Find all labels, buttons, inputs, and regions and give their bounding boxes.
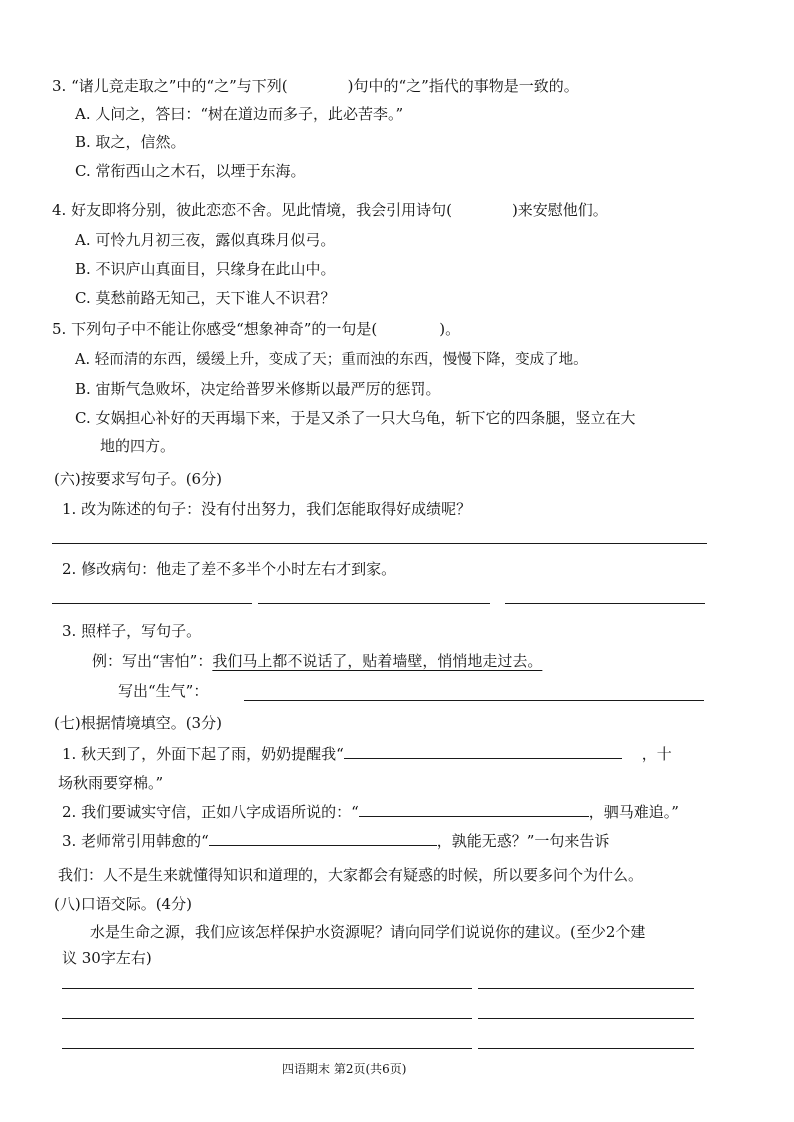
q3-stem: 3. “诸儿竞走取之”中的“之”与下列( )句中的“之”指代的事物是一致的。	[52, 77, 579, 95]
section7-title: (七)根据情境填空。(3分)	[54, 714, 222, 732]
q3-option-c: C. 常衔西山之木石，以堙于东海。	[75, 162, 306, 180]
section7-q3: 3. 老师常引用韩愈的“ ，孰能无惑？”一句来告诉	[62, 832, 610, 850]
section8-title: (八)口语交际。(4分)	[54, 895, 192, 913]
section6-q2-answer-line-3[interactable]	[505, 603, 705, 604]
section8-answer-line-1a[interactable]	[62, 988, 472, 989]
section7-q3-continued: 我们：人不是生来就懂得知识和道理的，大家都会有疑惑的时候，所以要多问个为什么。	[58, 866, 644, 884]
section6-q1: 1. 改为陈述的句子：没有付出努力，我们怎能取得好成绩呢？	[62, 500, 472, 518]
section6-q2-answer-line-2[interactable]	[258, 603, 490, 604]
q4-stem: 4. 好友即将分别，彼此恋恋不舍。见此情境，我会引用诗句( )来安慰他们。	[52, 201, 608, 219]
section8-prompt-continued: 议 30字左右)	[62, 949, 152, 967]
q3-option-b: B. 取之，信然。	[75, 133, 186, 151]
section6-q1-answer-line[interactable]	[52, 543, 707, 544]
section7-q2-blank[interactable]	[359, 802, 589, 817]
q5-option-c: C. 女娲担心补好的天再塌下来，于是又杀了一只大乌龟，斩下它的四条腿，竖立在大	[75, 409, 636, 427]
section7-q1: 1. 秋天到了，外面下起了雨，奶奶提醒我“ ，十	[62, 745, 672, 763]
q5-stem: 5. 下列句子中不能让你感受“想象神奇”的一句是( )。	[52, 320, 461, 338]
section6-q3-answer-line[interactable]	[244, 700, 704, 701]
q4-option-c: C. 莫愁前路无知己，天下谁人不识君？	[75, 289, 336, 307]
example-label: 例：写出“害怕”：	[92, 652, 213, 670]
section8-answer-line-2b[interactable]	[478, 1018, 694, 1019]
section8-answer-line-1b[interactable]	[478, 988, 694, 989]
section6-q2: 2. 修改病句：他走了差不多半个小时左右才到家。	[62, 560, 397, 578]
section6-example	[92, 650, 542, 672]
section8-answer-line-3a[interactable]	[62, 1048, 472, 1049]
q4-option-a: A. 可怜九月初三夜，露似真珠月似弓。	[75, 231, 336, 249]
section7-q1-blank[interactable]	[344, 744, 622, 759]
section6-write-label: 写出“生气”：	[118, 682, 209, 700]
q3-option-a: A. 人问之，答曰：“树在道边而多子，此必苦李。”	[75, 105, 404, 123]
section8-answer-line-3b[interactable]	[478, 1048, 694, 1049]
section8-answer-line-2a[interactable]	[62, 1018, 472, 1019]
page-footer: 四语期末 第2页(共6页)	[282, 1062, 407, 1076]
section6-q3: 3. 照样子，写句子。	[62, 622, 202, 640]
section8-prompt: 水是生命之源，我们应该怎样保护水资源呢？请向同学们说说你的建议。(至少2个建	[90, 923, 646, 941]
section7-q3-blank[interactable]	[209, 831, 437, 846]
q5-option-a: A. 轻而清的东西，缓缓上升，变成了天；重而浊的东西，慢慢下降，变成了地。	[75, 352, 588, 368]
q4-answer-blank[interactable]	[452, 201, 512, 215]
section7-q1-continued: 场秋雨要穿棉。”	[58, 774, 164, 792]
section6-title: (六)按要求写句子。(6分)	[54, 470, 222, 488]
q5-answer-blank[interactable]	[377, 320, 439, 334]
q5-option-c-continued: 地的四方。	[100, 437, 176, 455]
example-sentence: 我们马上都不说话了，贴着墙壁，悄悄地走过去。	[212, 652, 543, 670]
q4-option-b: B. 不识庐山真面目，只缘身在此山中。	[75, 260, 336, 278]
q3-answer-blank[interactable]	[288, 77, 348, 91]
section7-q2: 2. 我们要诚实守信，正如八字成语所说的：“ ，驷马难追。”	[62, 803, 679, 821]
section6-q2-answer-line-1[interactable]	[52, 603, 252, 604]
q5-option-b: B. 宙斯气急败坏，决定给普罗米修斯以最严厉的惩罚。	[75, 380, 441, 398]
